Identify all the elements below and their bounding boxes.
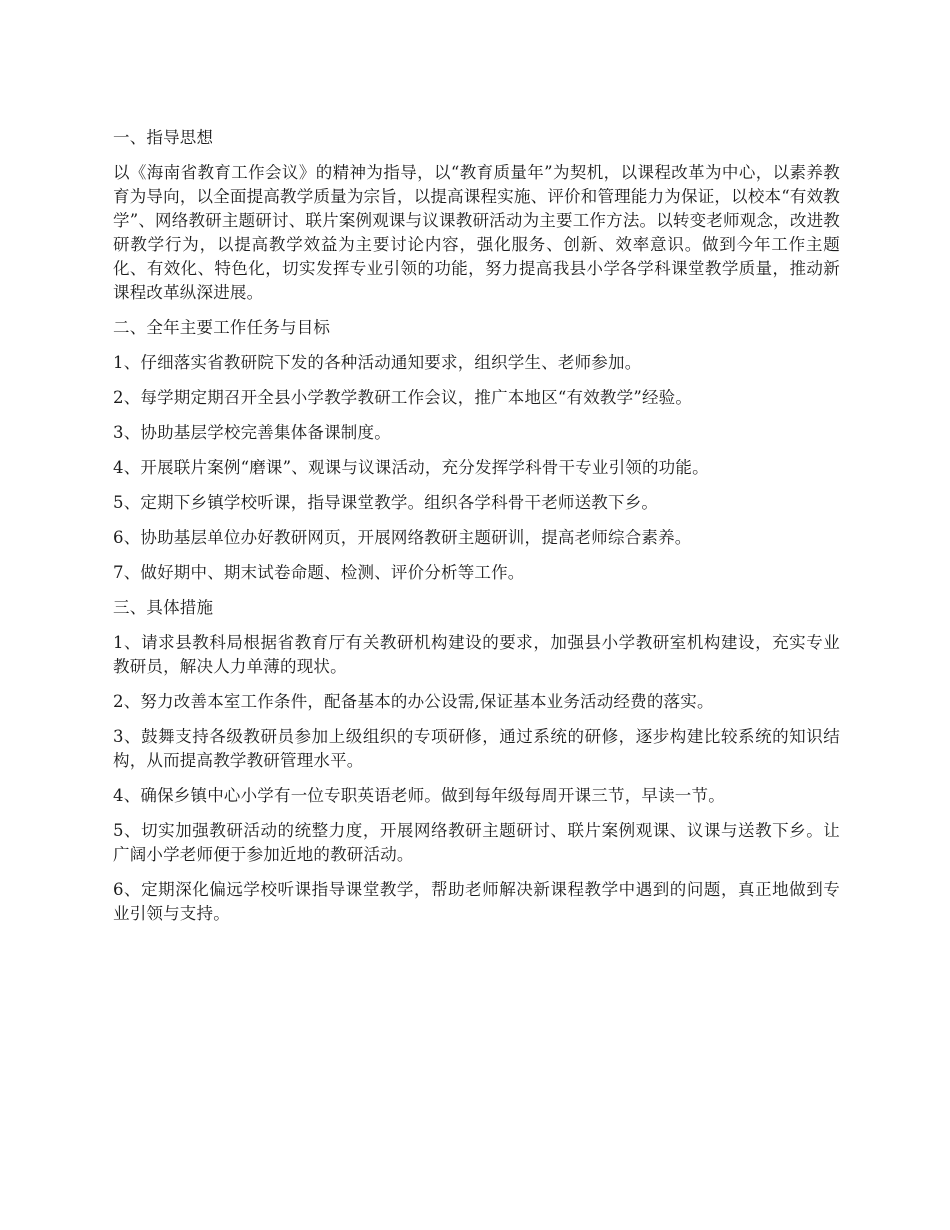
list-item: 7、做好期中、期末试卷命题、检测、评价分析等工作。 xyxy=(113,563,525,582)
list-item: 1、仔细落实省教研院下发的各种活动通知要求，组织学生、老师参加。 xyxy=(113,353,642,372)
list-item: 3、鼓舞支持各级教研员参加上级组织的专项研修，通过系统的研修，逐步构建比较系统的知识结构，从而提高教学教研管理水平。 xyxy=(113,727,840,770)
list-item: 2、每学期定期召开全县小学教学教研工作会议，推广本地区“有效教学”经验。 xyxy=(113,388,693,407)
section-heading-guiding-ideology: 一、指导思想 xyxy=(113,128,214,147)
list-item: 5、切实加强教研活动的统整力度，开展网络教研主题研讨、联片案例观课、议课与送教下乡。让广阔小学老师便于参加近地的教研活动。 xyxy=(113,821,840,864)
list-item: 4、开展联片案例“磨课”、观课与议课活动，充分发挥学科骨干专业引领的功能。 xyxy=(113,458,709,477)
list-item: 6、协助基层单位办好教研网页，开展网络教研主题研训，提高老师综合素养。 xyxy=(113,528,692,547)
list-item: 3、协助基层学校完善集体备课制度。 xyxy=(113,423,391,442)
paragraph: 以《海南省教育工作会议》的精神为指导，以“教育质量年”为契机，以课程改革为中心，以素养教育为导向，以全面提高教学质量为宗旨，以提高课程实施、评价和管理能力为保证，以校本“有效教学”、网络教研主题研讨、联片案例观课与议课教研活动为主要工作方法。以转变老师观念，改进教研教学行为，以提高教学效益为主要讨论内容，强化服务、创新、效率意识。做到今年工作主题化、有效化、特色化，切实发挥专业引领的功能，努力提高我县小学各学科课堂教学质量，推动新课程改革纵深进展。 xyxy=(113,163,840,302)
list-item: 5、定期下乡镇学校听课，指导课堂教学。组织各学科骨干老师送教下乡。 xyxy=(113,493,659,512)
list-item: 1、请求县教科局根据省教育厅有关教研机构建设的要求，加强县小学教研室机构建设，充实专业教研员，解决人力单薄的现状。 xyxy=(113,633,840,676)
list-item: 6、定期深化偏远学校听课指导课堂教学，帮助老师解决新课程教学中遇到的问题，真正地做到专业引领与支持。 xyxy=(113,880,840,923)
section-heading-specific-measures: 三、具体措施 xyxy=(113,598,214,617)
section-heading-annual-tasks: 二、全年主要工作任务与目标 xyxy=(113,318,331,337)
document-body xyxy=(113,126,840,937)
list-item: 2、努力改善本室工作条件，配备基本的办公设需,保证基本业务活动经费的落实。 xyxy=(113,692,714,711)
list-item: 4、确保乡镇中心小学有一位专职英语老师。做到每年级每周开课三节，早读一节。 xyxy=(113,786,725,805)
